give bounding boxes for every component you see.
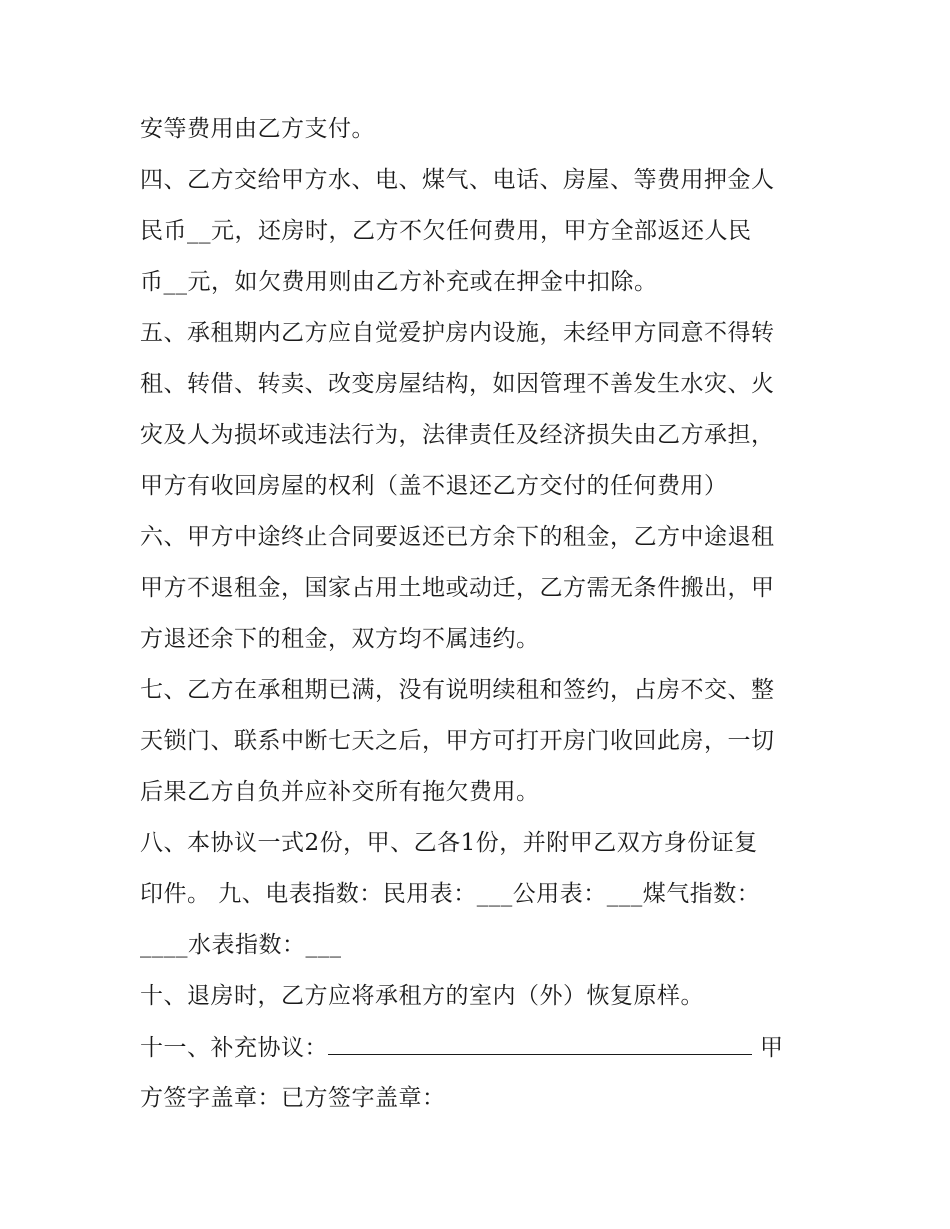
text-line: 印件。 九、电表指数：民用表：___公用表：___煤气指数： [140,881,761,907]
text-line: 币__元，如欠费用则由乙方补充或在押金中扣除。 [140,269,658,295]
text-line: 七、乙方在承租期已满，没有说明续租和签约，占房不交、整 [140,677,775,703]
text-line: 后果乙方自负并应补交所有拖欠费用。 [140,779,540,805]
text-line: 租、转借、转卖、改变房屋结构，如因管理不善发生水灾、火 [140,371,775,397]
text-line: 民币__元，还房时，乙方不欠任何费用，甲方全部返还人民 [140,218,752,244]
text-line: 八、本协议一式2份，甲、乙各1份，并附甲乙双方身份证复 [140,830,758,856]
text-line: 四、乙方交给甲方水、电、煤气、电话、房屋、等费用押金人 [140,167,775,193]
text-line: 六、甲方中途终止合同要返还已方余下的租金，乙方中途退租 [140,524,775,550]
supplement-tail: 甲 [760,1035,784,1061]
text-line: 甲方有收回房屋的权利（盖不退还乙方交付的任何费用） [140,473,728,499]
text-line: 安等费用由乙方支付。 [140,116,375,142]
text-line: ____水表指数：___ [140,932,342,958]
text-line: 灾及人为损坏或违法行为，法律责任及经济损失由乙方承担， [140,422,775,448]
supplement-blank [328,1032,752,1055]
supplement-label: 十一、补充协议： [140,1035,328,1061]
text-line: 甲方不退租金，国家占用土地或动迁，乙方需无条件搬出，甲 [140,575,775,601]
text-line: 天锁门、联系中断七天之后，甲方可打开房门收回此房，一切 [140,728,775,754]
supplement-line [140,1032,784,1063]
signature-line: 方签字盖章：已方签字盖章： [140,1085,446,1111]
text-line: 十、退房时，乙方应将承租方的室内（外）恢复原样。 [140,983,704,1009]
text-line: 五、承租期内乙方应自觉爱护房内设施，未经甲方同意不得转 [140,320,775,346]
text-line: 方退还余下的租金，双方均不属违约。 [140,626,540,652]
